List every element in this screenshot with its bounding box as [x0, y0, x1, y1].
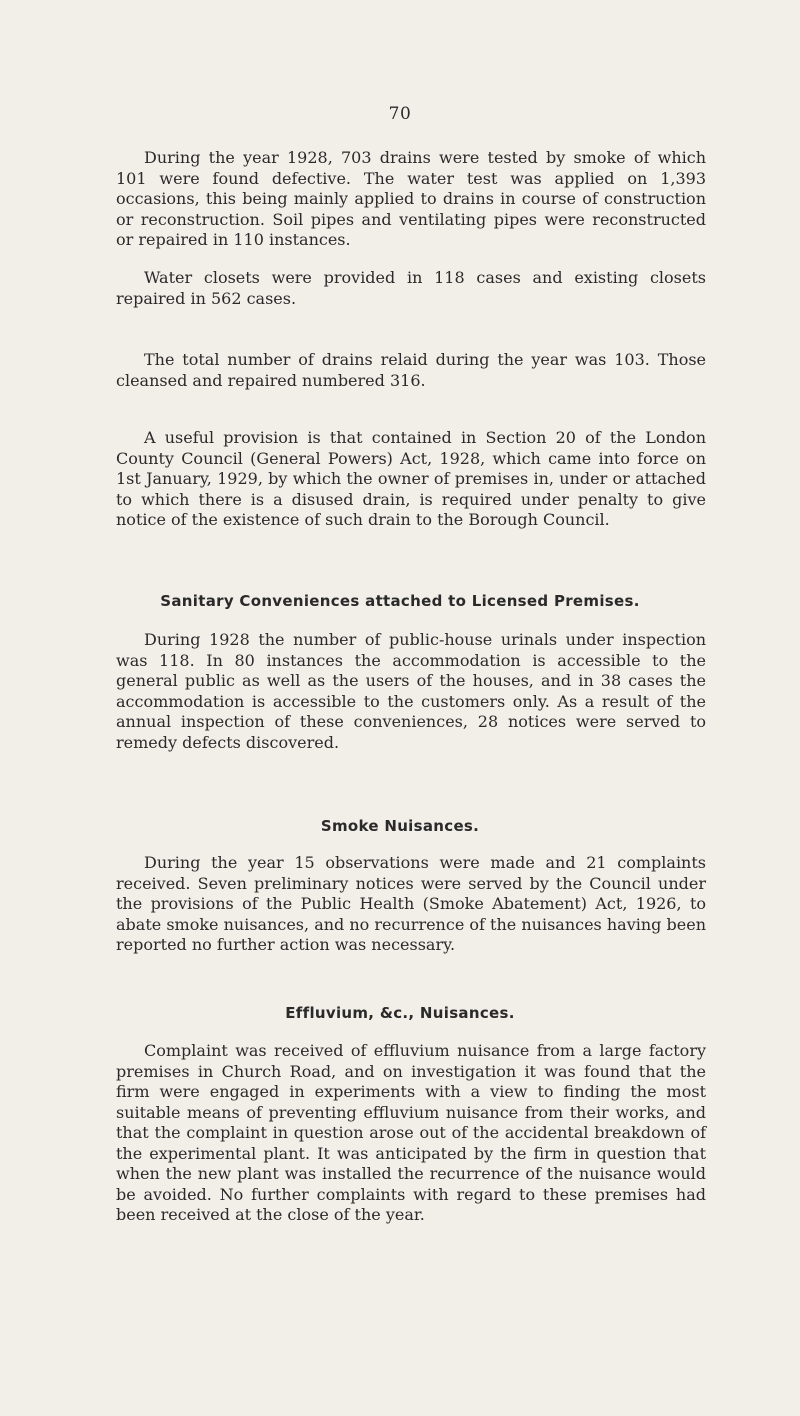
- page-number: 70: [388, 104, 412, 124]
- heading-effluvium-nuisances: Effluvium, &c., Nuisances.: [285, 1004, 515, 1022]
- paragraph-water-closets: Water closets were provided in 118 cases and existing closets repaired in 562 cases.: [116, 268, 706, 308]
- heading-sanitary-conveniences: Sanitary Conveniences attached to Licensed Premises.: [160, 592, 640, 610]
- paragraph-effluvium-nuisances: Complaint was received of effluvium nuisance from a large factory premises in Church Road, and on investigation it was found that the firm were engaged in experiments with a view to finding the most suitable means of preventing effluvium nuisance from their works, and that the complaint in question arose out of the accidental breakdown of the experimental plant. It was anticipated by the firm in question that when the new plant was installed the recurrence of the nuisance would be avoided. No further complaints with regard to these premises had been received at the close of the year.: [116, 1041, 706, 1224]
- paragraph-drains-relaid: The total number of drains relaid during the year was 103. Those cleansed and repaired numbered 316.: [116, 350, 706, 390]
- heading-smoke-nuisances: Smoke Nuisances.: [320, 817, 480, 835]
- paragraph-sanitary-conveniences: During 1928 the number of public-house urinals under inspection was 118. In 80 instances the accommodation is accessible to the general public as well as the users of the houses, and in 38 cases the accommodation is accessible to the customers only. As a result of the annual inspection of these conveniences, 28 notices were served to remedy defects discovered.: [116, 630, 706, 752]
- paragraph-useful-provision: A useful provision is that contained in Section 20 of the London County Council (General Powers) Act, 1928, which came into force on 1st January, 1929, by which the owner of premises in, under or attached to which there is a disused drain, is required under penalty to give notice of the existence of such drain to the Borough Council.: [116, 428, 706, 529]
- paragraph-smoke-nuisances: During the year 15 observations were made and 21 complaints received. Seven preliminary notices were served by the Council under the provisions of the Public Health (Smoke Abatement) Act, 1926, to abate smoke nuisances, and no recurrence of the nuisances having been reported no further action was necessary.: [116, 853, 706, 954]
- paragraph-drains-tested: During the year 1928, 703 drains were tested by smoke of which 101 were found defective. The water test was applied on 1,393 occasions, this being mainly applied to drains in course of construction or reconstruction. Soil pipes and ventilating pipes were reconstructed or repaired in 110 instances.: [116, 148, 706, 249]
